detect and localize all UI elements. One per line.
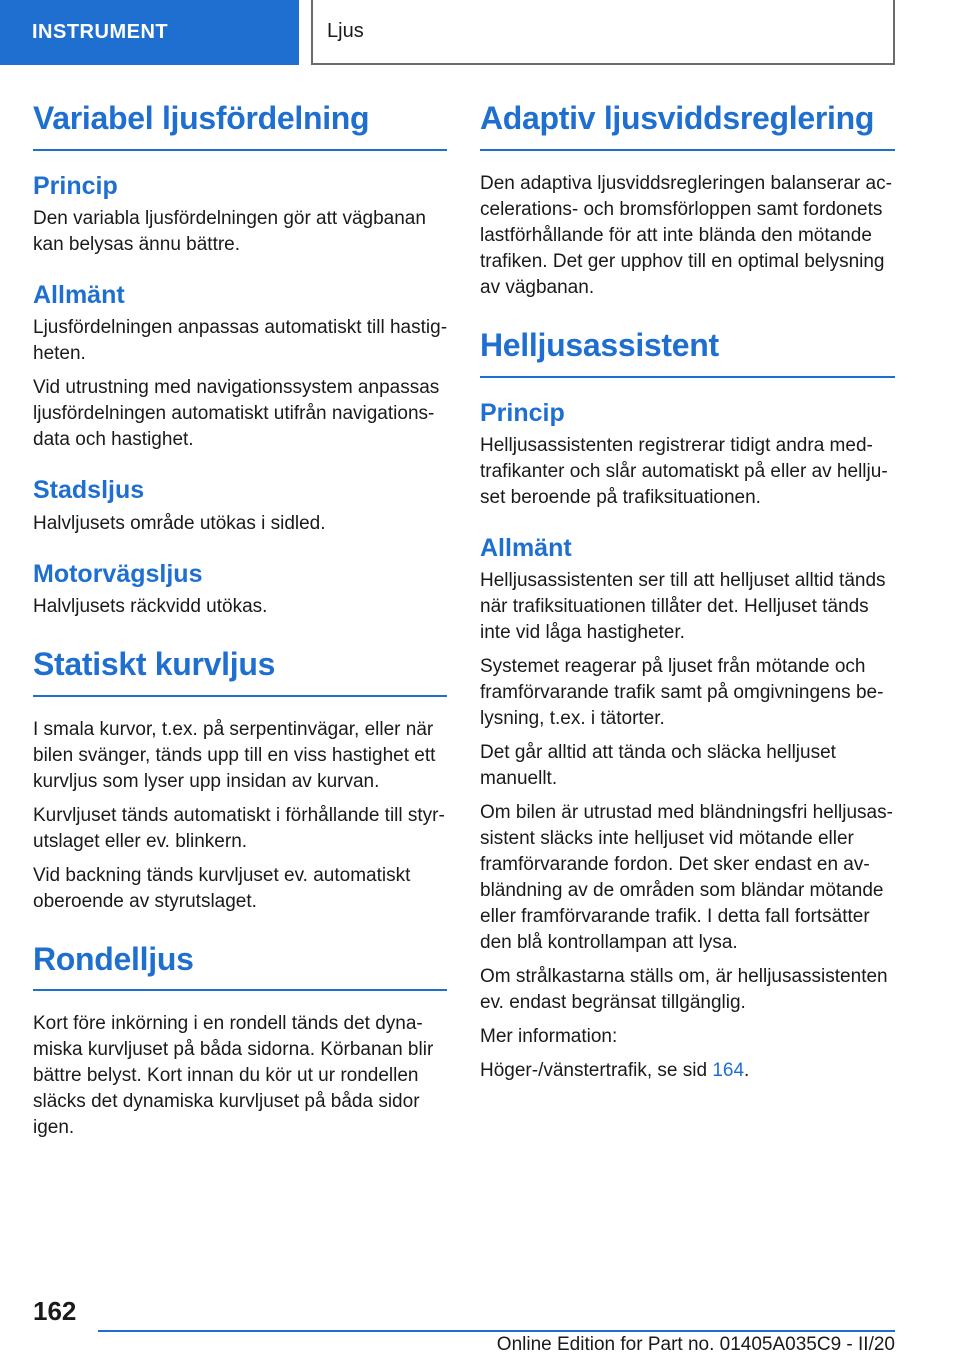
paragraph: Den adaptiva ljusviddsregleringen balanserar accelerations- och bromsförloppen samt fordonets lastförhållande för att inte blända den mötande trafiken. Det ger upphov till en optimal belysning av vägbanan. xyxy=(480,172,892,298)
subheading-stadsljus: Stadsljus xyxy=(33,476,145,505)
paragraph: Det går alltid att tända och släcka helljuset manuellt. xyxy=(480,742,836,790)
paragraph: Den variabla ljusfördelningen gör att vägbanan kan belysas ännu bättre. xyxy=(33,208,426,256)
paragraph: Systemet reagerar på ljuset från mötande och framförvarande trafik samt på omgivningens belysning, t.ex. i tätorter. xyxy=(480,656,884,730)
heading-statiskt-kurvljus: Statiskt kurvljus xyxy=(33,646,447,697)
subheading-princip: Princip xyxy=(33,171,118,200)
paragraph: Ljusfördelningen anpassas automatiskt till hastigheten. xyxy=(33,317,448,365)
footer-divider xyxy=(98,1330,895,1332)
paragraph: Helljusassistenten registrerar tidigt andra medtrafikanter och slår automatiskt på eller av helljuset beroende på trafiksituationen. xyxy=(480,434,888,508)
paragraph: Kort före inkörning i en rondell tänds det dynamiska kurvljuset på båda sidorna. Körbanan blir bättre belyst. Kort innan du kör ut ur rondellen släcks det dynamiska kurvljuset på båda sidor igen. xyxy=(33,1013,434,1139)
paragraph: Om strålkastarna ställs om, är helljusassistenten ev. endast begränsat tillgänglig. xyxy=(480,966,888,1014)
paragraph: Kurvljuset tänds automatiskt i förhållande till styrutslaget eller ev. blinkern. xyxy=(33,804,445,852)
paragraph: Helljusassistenten ser till att helljuset alltid tänds när trafiksituationen tillåter det. Helljuset tänds inte vid låga hastigheter. xyxy=(480,570,886,644)
right-column xyxy=(480,100,895,1092)
heading-rondelljus: Rondelljus xyxy=(33,941,447,992)
paragraph: Halvljusets räckvidd utökas. xyxy=(33,595,268,617)
paragraph: Vid utrustning med navigationssystem anpassas ljusfördelningen automatiskt utifrån navigationsdata och hastighet. xyxy=(33,377,440,451)
heading-variabel-ljusfordelning: Variabel ljusfördelning xyxy=(33,100,447,151)
paragraph: Om bilen är utrustad med bländningsfri helljusassistent släcks inte helljuset vid mötande eller framförvarande fordon. Det sker endast en avbländning av de områden som bländar mötande eller framförvarande trafik. I detta fall fortsätter den blå kontrollampan att lysa. xyxy=(480,802,893,954)
left-column xyxy=(33,100,447,1149)
xref-suffix: . xyxy=(744,1060,750,1082)
subheading-allmant: Allmänt xyxy=(33,281,125,310)
header-section-tab: INSTRUMENT xyxy=(0,0,299,65)
paragraph: Vid backning tänds kurvljuset ev. automatiskt oberoende av styrutslaget. xyxy=(33,864,411,912)
subheading-allmant: Allmänt xyxy=(480,533,572,562)
heading-helljusassistent: Helljusassistent xyxy=(480,327,895,378)
paragraph: Mer information: xyxy=(480,1026,618,1048)
paragraph: Halvljusets område utökas i sidled. xyxy=(33,512,326,534)
subheading-motorvagsljus: Motorvägsljus xyxy=(33,559,203,588)
page-reference-link[interactable]: 164 xyxy=(712,1060,745,1082)
subheading-princip: Princip xyxy=(480,398,565,427)
cross-reference-paragraph xyxy=(480,1058,895,1084)
paragraph: I smala kurvor, t.ex. på serpentinvägar, eller när bilen svänger, tänds upp till en viss hastighet ett kurvljus som lyser upp insidan av kurvan. xyxy=(33,718,436,792)
footer-edition-text: Online Edition for Part no. 01405A035C9 - II/20 xyxy=(496,1334,895,1355)
page-number: 162 xyxy=(33,1296,77,1326)
xref-prefix: Höger-/vänstertrafik, se sid xyxy=(480,1060,713,1082)
header-chapter-title: Ljus xyxy=(311,0,895,65)
heading-adaptiv-ljusviddsreglering: Adaptiv ljusviddsreglering xyxy=(480,100,895,151)
